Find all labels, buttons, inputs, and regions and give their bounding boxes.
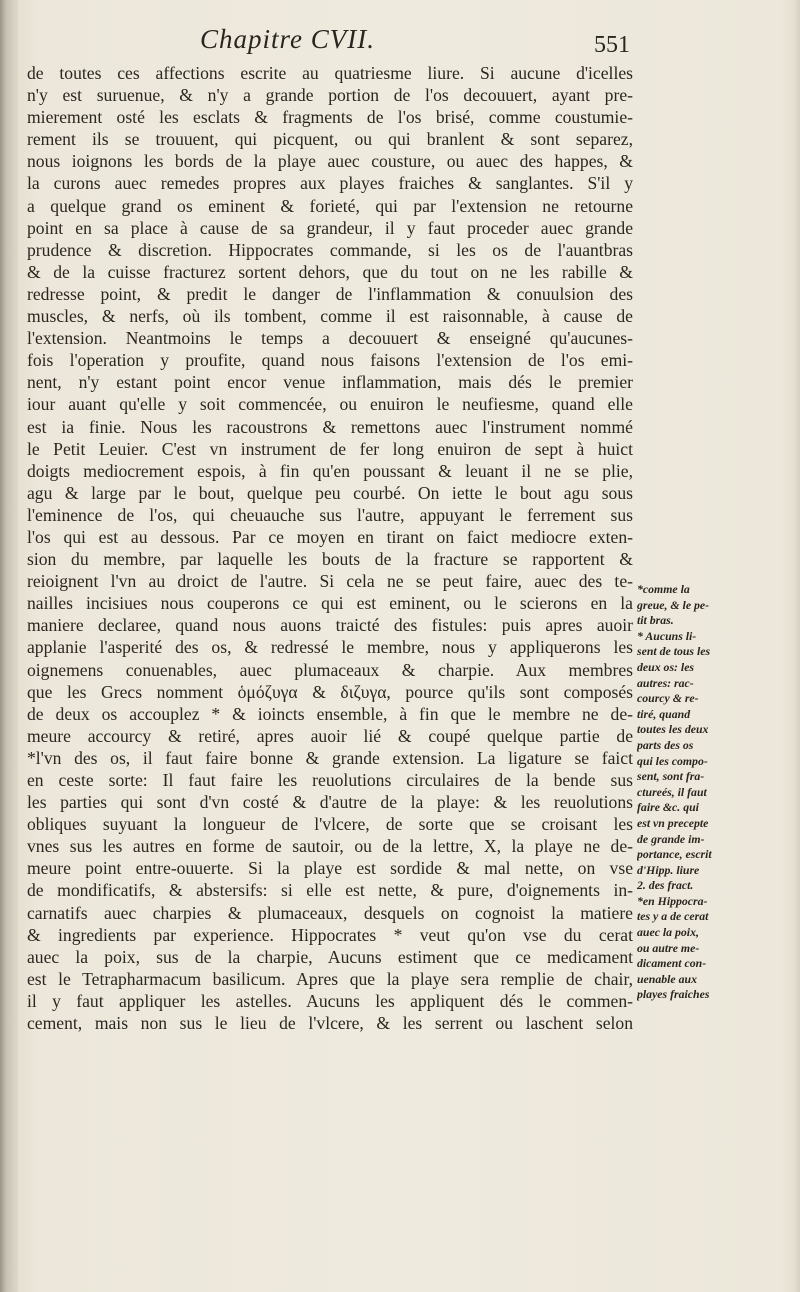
body-text-line: de deux os accouplez * & ioincts ensemble, à fin que le membre ne de-	[27, 703, 633, 724]
body-text-line: la curons auec remedes propres aux playes fraiches & sanglantes. S'il y	[27, 173, 633, 194]
body-text-line: fois l'operation y proufite, quand nous faisons l'extension de l'os emi-	[27, 350, 633, 371]
body-text-line: de mondificatifs, & abstersifs: si elle est nette, & pure, d'oignements in-	[27, 880, 633, 901]
body-text-line: il y faut appliquer les astelles. Aucuns les appliquent dés le commen-	[27, 990, 633, 1011]
body-text-line: les parties qui sont d'vn costé & d'autre de la playe: & les reuolutions	[27, 792, 633, 813]
margin-note-line: greue, & le pe-	[637, 597, 710, 612]
body-text-line: sion du membre, par laquelle les bouts de la fracture se rapportent &	[27, 549, 633, 570]
margin-note-line: playes fraiches	[637, 987, 710, 1002]
margin-note-line: tes y a de cerat	[637, 909, 709, 924]
body-text-line: mierement osté les esclats & fragments de l'os brisé, comme coustumie-	[27, 107, 633, 128]
margin-note-line: tiré, quand	[637, 706, 691, 721]
body-text-line: reioignent l'vn au droict de l'autre. Si cela ne se peut faire, auec des te-	[27, 571, 633, 592]
body-text-line: cement, mais non sus le lieu de l'vlcere, & les serrent ou laschent selon	[27, 1013, 633, 1034]
margin-note-line: sent de tous les	[637, 644, 711, 659]
margin-note-line: * Aucuns li-	[637, 628, 697, 643]
margin-note-line: ctureés, il faut	[637, 784, 707, 799]
body-text-line: est ia finie. Nous les racoustrons & remettons auec l'instrument nommé	[27, 416, 633, 437]
body-text-line: point en sa place à cause de sa grandeur, il y faut proceder auec grande	[27, 217, 633, 238]
page-edge-shadow	[794, 0, 800, 1292]
body-text-line: agu & large par le bout, quelque peu courbé. On iette le bout agu sous	[27, 482, 633, 503]
running-head	[0, 24, 800, 64]
body-text-line: n'y est suruenue, & n'y a grande portion de l'os decouuert, ayant pre-	[27, 85, 633, 106]
margin-note-line: 2. des fract.	[637, 878, 694, 893]
margin-note-line: courcy & re-	[637, 691, 699, 706]
margin-note-line: est vn precepte	[637, 815, 709, 830]
margin-note-line: qui les compo-	[637, 753, 708, 768]
margin-note-line: *en Hippocra-	[637, 893, 708, 908]
margin-note-line: faire &c. qui	[637, 800, 699, 815]
body-text-line: prudence & discretion. Hippocrates commande, si les os de l'auantbras	[27, 239, 633, 260]
margin-note-line: portance, escrit	[637, 847, 712, 862]
body-text-line: muscles, & nerfs, où ils tombent, comme il est raisonnable, à cause de	[27, 306, 633, 327]
margin-note-line: auec la poix,	[637, 925, 699, 940]
body-text-line: iour auant qu'elle y soit commencée, ou enuiron le neufiesme, quand elle	[27, 394, 633, 415]
body-text-column	[27, 62, 633, 1034]
margin-note-line: autres: rac-	[637, 675, 694, 690]
body-text-line: l'eminence de l'os, qui cheuauche sus l'autre, appuyant le ferrement sus	[27, 504, 633, 525]
body-text-line: redresse point, & predit le danger de l'inflammation & conuulsion des	[27, 283, 633, 304]
body-text-line: auec la poix, sus de la charpie, Aucuns estiment que ce medicament	[27, 946, 633, 967]
margin-note-line: d'Hipp. liure	[637, 862, 700, 877]
margin-note-line: tit bras.	[637, 613, 674, 628]
margin-note-line: de grande im-	[637, 831, 705, 846]
body-text-line: que les Grecs nomment ὁμόζυγα & διζυγα, pource qu'ils sont composés	[27, 681, 633, 702]
margin-note-line: deux os: les	[637, 659, 695, 674]
body-text-line: nous ioignons les bords de la playe auec cousture, ou auec des happes, &	[27, 151, 633, 172]
margin-note-line: uenable aux	[637, 971, 697, 986]
body-text-line: de toutes ces affections escrite au quatriesme liure. Si aucune d'icelles	[27, 63, 633, 83]
page-number: 551	[594, 32, 630, 58]
margin-note-line: toutes les deux	[637, 722, 709, 737]
body-text-line: nailles incisiues nous couperons ce qui est eminent, ou le scierons en la	[27, 593, 633, 614]
body-text-line: meure accourcy & retiré, apres auoir lié & coupé quelque partie de	[27, 725, 633, 746]
body-text-line: l'extension. Neantmoins le temps a decouuert & enseigné qu'aucunes-	[27, 328, 633, 349]
body-text-line: oignemens conuenables, auec plumaceaux & charpie. Aux membres	[27, 659, 633, 680]
margin-note-line: dicament con-	[637, 956, 707, 971]
body-text-line: rement ils se trouuent, qui picquent, ou qui branlent & sont separez,	[27, 129, 633, 150]
body-text-line: a quelque grand os eminent & forieté, qui par l'extension ne retourne	[27, 195, 633, 216]
body-text-line: l'os qui est au dessous. Par ce moyen en tirant on faict mediocre exten-	[27, 526, 633, 547]
body-text-line: nent, n'y estant point encor venue inflammation, mais dés le premier	[27, 372, 633, 393]
margin-note-line: parts des os	[637, 737, 694, 752]
margin-note-line: ou autre me-	[637, 940, 700, 955]
body-text-line: meure point entre-ouuerte. Si la playe est sordide & mal nette, on vse	[27, 858, 633, 879]
body-text-line: est le Tetrapharmacum basilicum. Apres que la playe sera remplie de chair,	[27, 968, 633, 989]
body-text-line: & ingredients par experience. Hippocrates * veut qu'on vse du cerat	[27, 924, 633, 945]
body-text-line: en ceste sorte: Il faut faire les reuolutions circulaires de la bende sus	[27, 770, 633, 790]
body-text-line: applanie l'asperité des os, & redressé le membre, nous y appliquerons les	[27, 637, 633, 658]
chapter-title: Chapitre CVII.	[200, 24, 375, 54]
body-text-line: doigts mediocrement espois, à fin qu'en poussant & leuant il ne se plie,	[27, 460, 633, 481]
margin-note-column	[637, 582, 797, 1003]
body-text-line: maniere declaree, quand nous auons traicté des fistules: puis apres auoir	[27, 615, 633, 636]
margin-note-line: *comme la	[637, 582, 690, 596]
body-text-line: le Petit Leuier. C'est vn instrument de fer long enuiron de sept à huict	[27, 438, 633, 459]
body-text-line: vnes sus les autres en forme de sautoir, ou de la lettre, X, la playe ne de-	[27, 836, 633, 857]
margin-note-line: sent, sont fra-	[637, 769, 705, 784]
body-text-line: obliques suyuant la longueur de l'vlcere, de sorte que se croisant les	[27, 814, 633, 835]
body-text-line: carnatifs auec charpies & plumaceaux, desquels on cognoist la matiere	[27, 902, 633, 923]
binding-gutter	[0, 0, 18, 1292]
body-text-line: *l'vn des os, il faut faire bonne & grande extension. La ligature se faict	[27, 747, 633, 768]
body-text-line: & de la cuisse fracturez sortent dehors, que du tout on ne les rabille &	[27, 261, 633, 282]
